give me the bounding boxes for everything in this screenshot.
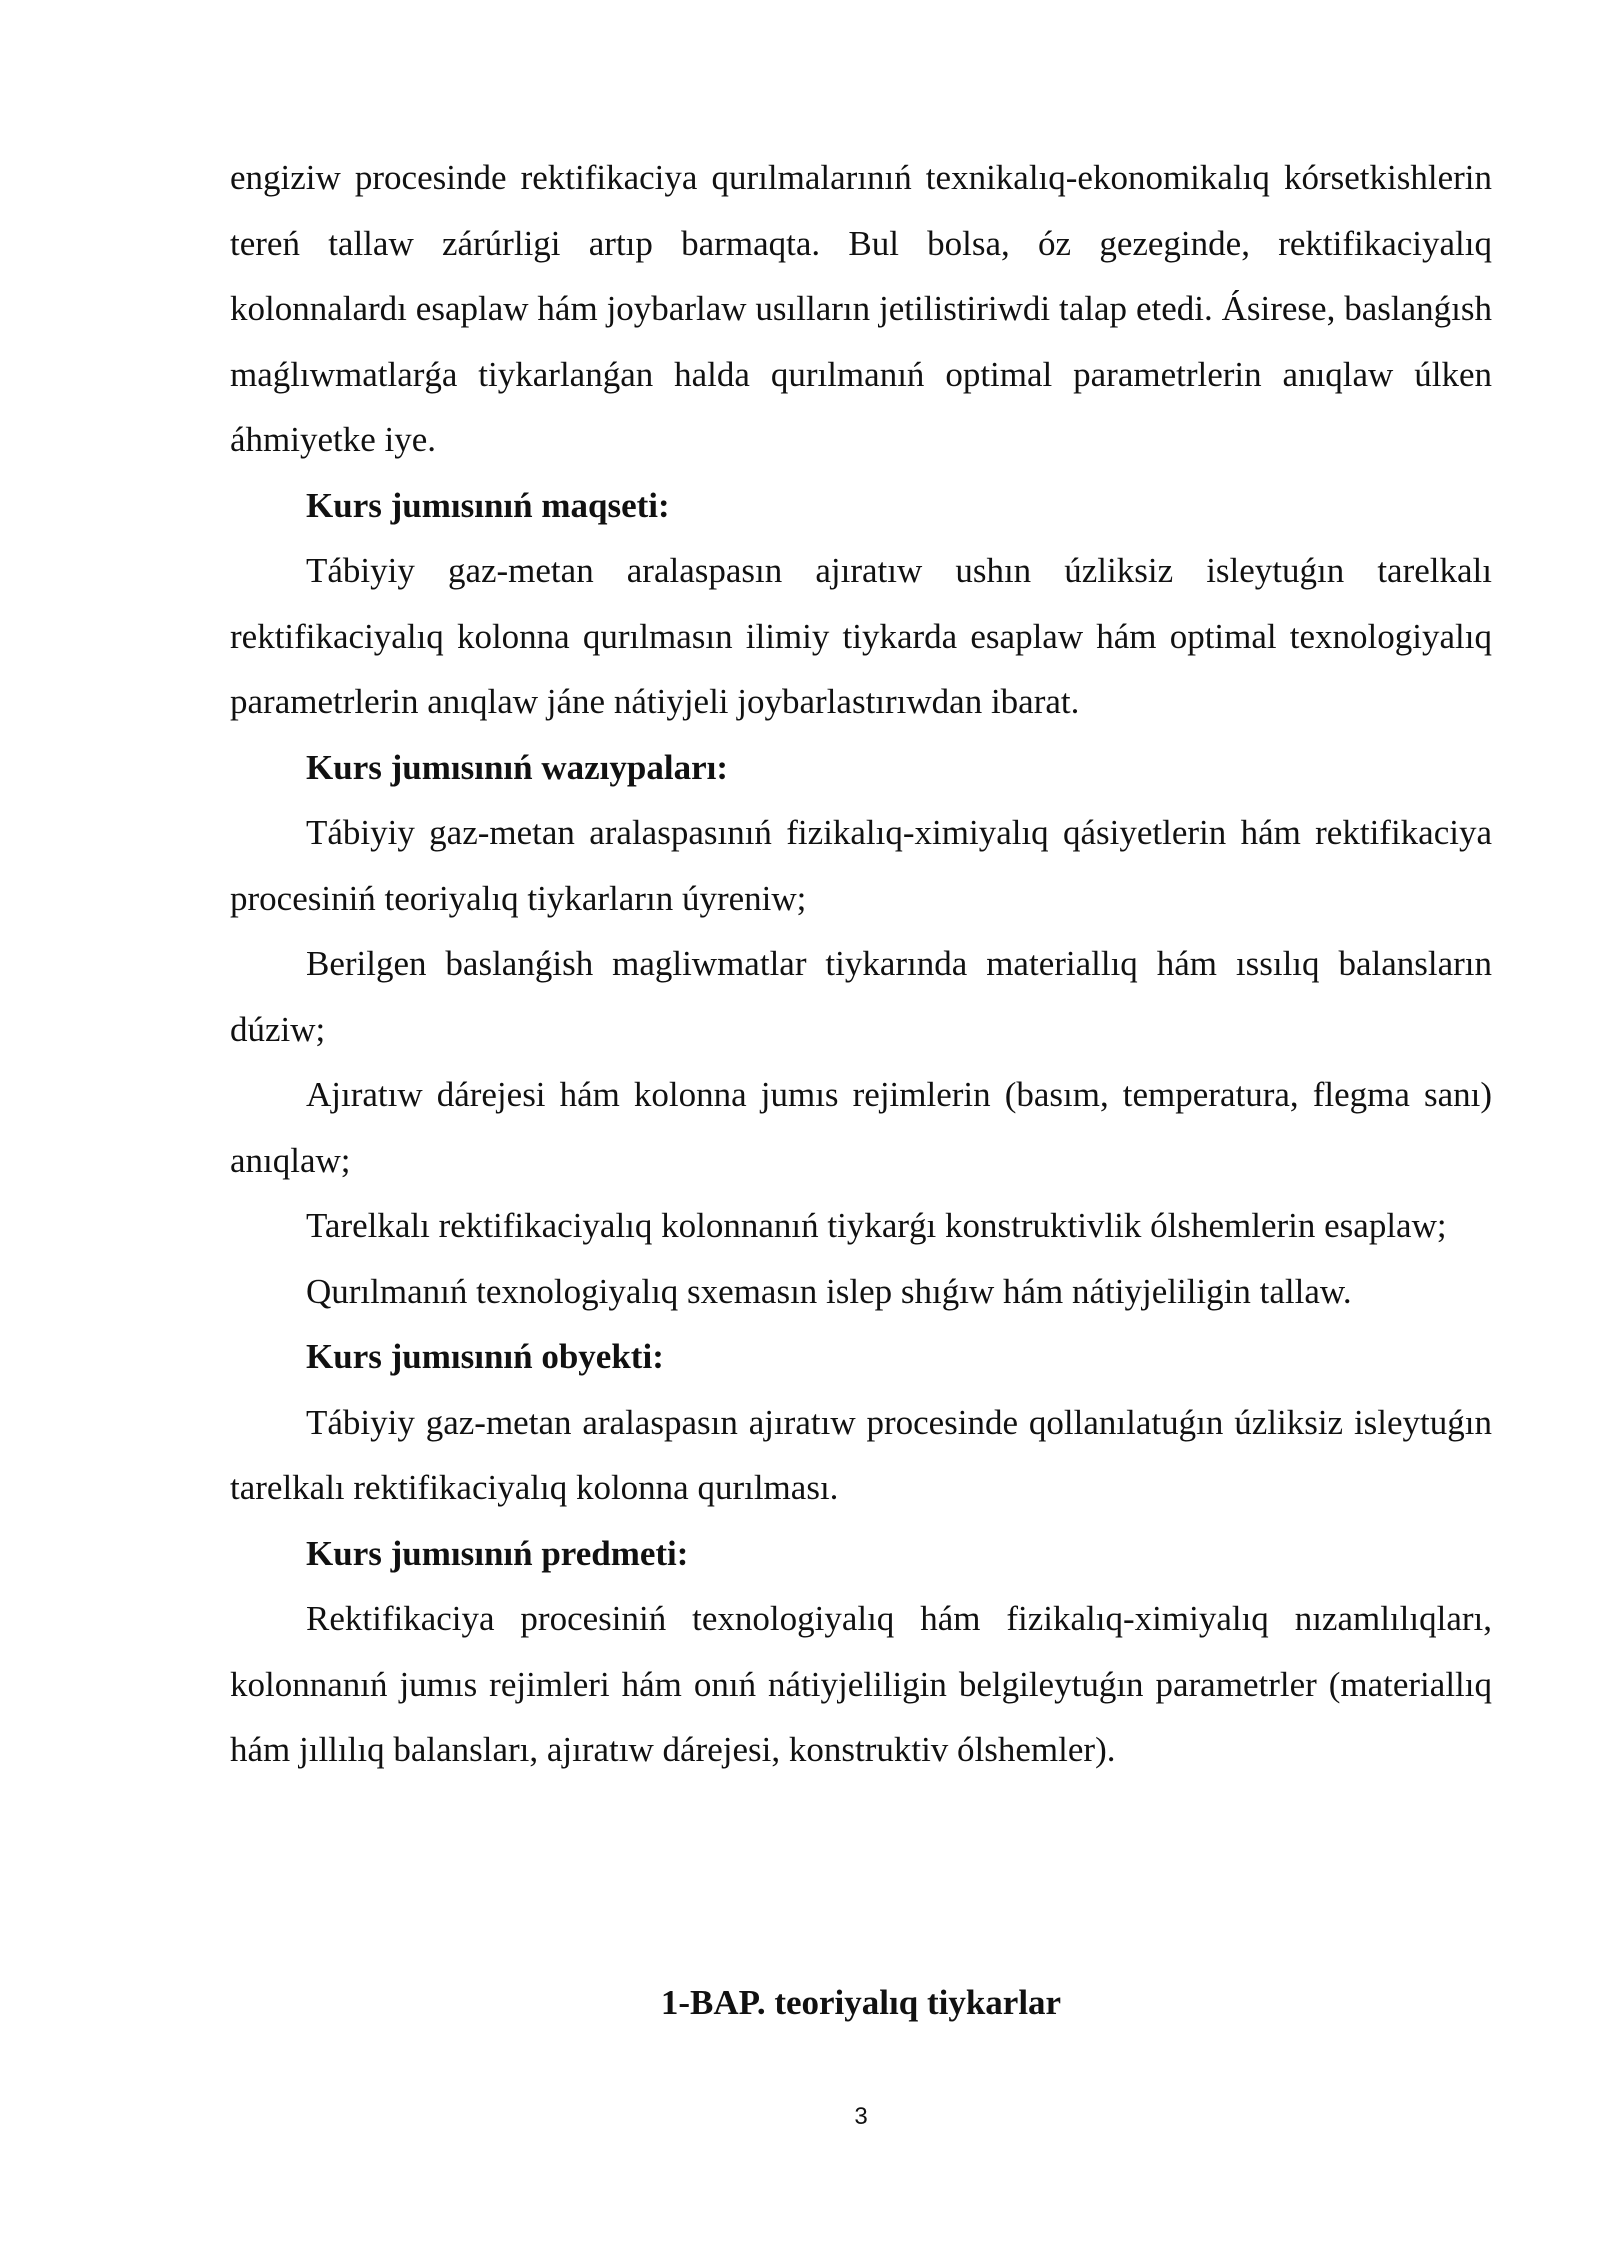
page-number: 3 xyxy=(854,2103,868,2130)
goal-heading: Kurs jumısınıń maqseti: xyxy=(306,485,670,525)
object-heading: Kurs jumısınıń obyekti: xyxy=(306,1337,664,1376)
subject-heading: Kurs jumısınıń predmeti: xyxy=(306,1533,689,1573)
subject-paragraph: Rektifikaciya procesiniń texnologiyalıq hám fizikalıq-ximiyalıq nızamlılıqları, kolonnanıń jumıs rejimleri hám onıń nátiyjeliligin belgileytuǵın parametrler (materiallıq hám jıllılıq balansları, ajıratıw dárejesi, konstruktiv ólshemler). xyxy=(230,1599,1492,1769)
chapter-title: 1-BAP. teoriyalıq tiykarlar xyxy=(660,1983,1062,2022)
task-item: Qurılmanıń texnologiyalıq sxemasın islep shıǵıw hám nátiyjeliligin tallaw. xyxy=(306,1271,1352,1311)
task-item: Ajıratıw dárejesi hám kolonna jumıs rejimlerin (basım, temperatura, flegma sanı) anıqlaw; xyxy=(230,1075,1492,1180)
tasks-heading: Kurs jumısınıń wazıypaları: xyxy=(306,747,728,787)
task-item: Berilgen baslanǵish magliwmatlar tiykarında materiallıq hám ıssılıq balansların dúziw; xyxy=(230,944,1492,1049)
task-item: Tarelkalı rektifikaciyalıq kolonnanıń tiykarǵı konstruktivlik ólshemlerin esaplaw; xyxy=(306,1206,1447,1245)
goal-paragraph: Tábiyiy gaz-metan aralaspasın ajıratıw ushın úzliksiz isleytuǵın tarelkalı rektifikaciyalıq kolonna qurılmasın ilimiy tiykarda esaplaw hám optimal texnologiyalıq parametrlerin anıqlaw jáne nátiyjeli joybarlastırıwdan ibarat. xyxy=(230,551,1492,721)
task-item: Tábiyiy gaz-metan aralaspasınıń fizikalıq-ximiyalıq qásiyetlerin hám rektifikaciya procesiniń teoriyalıq tiykarların úyreniw; xyxy=(230,813,1492,918)
intro-paragraph: engiziw procesinde rektifikaciya qurılmalarınıń texnikalıq-ekonomikalıq kórsetkishlerin tereń tallaw zárúrligi artıp barmaqta. Bul bolsa, óz gezeginde, rektifikaciyalıq kolonnalardı esaplaw hám joybarlaw usılların jetilistiriwdi talap etedi. Ásirese, baslanǵısh maǵlıwmatlarǵa tiykarlanǵan halda qurılmanıń optimal parametrlerin anıqlaw úlken áhmiyetke iye. xyxy=(230,158,1492,459)
object-paragraph: Tábiyiy gaz-metan aralaspasın ajıratıw procesinde qollanılatuǵın úzliksiz isleytuǵın tarelkalı rektifikaciyalıq kolonna qurılması. xyxy=(230,1402,1492,1507)
document-body xyxy=(230,145,1492,1783)
